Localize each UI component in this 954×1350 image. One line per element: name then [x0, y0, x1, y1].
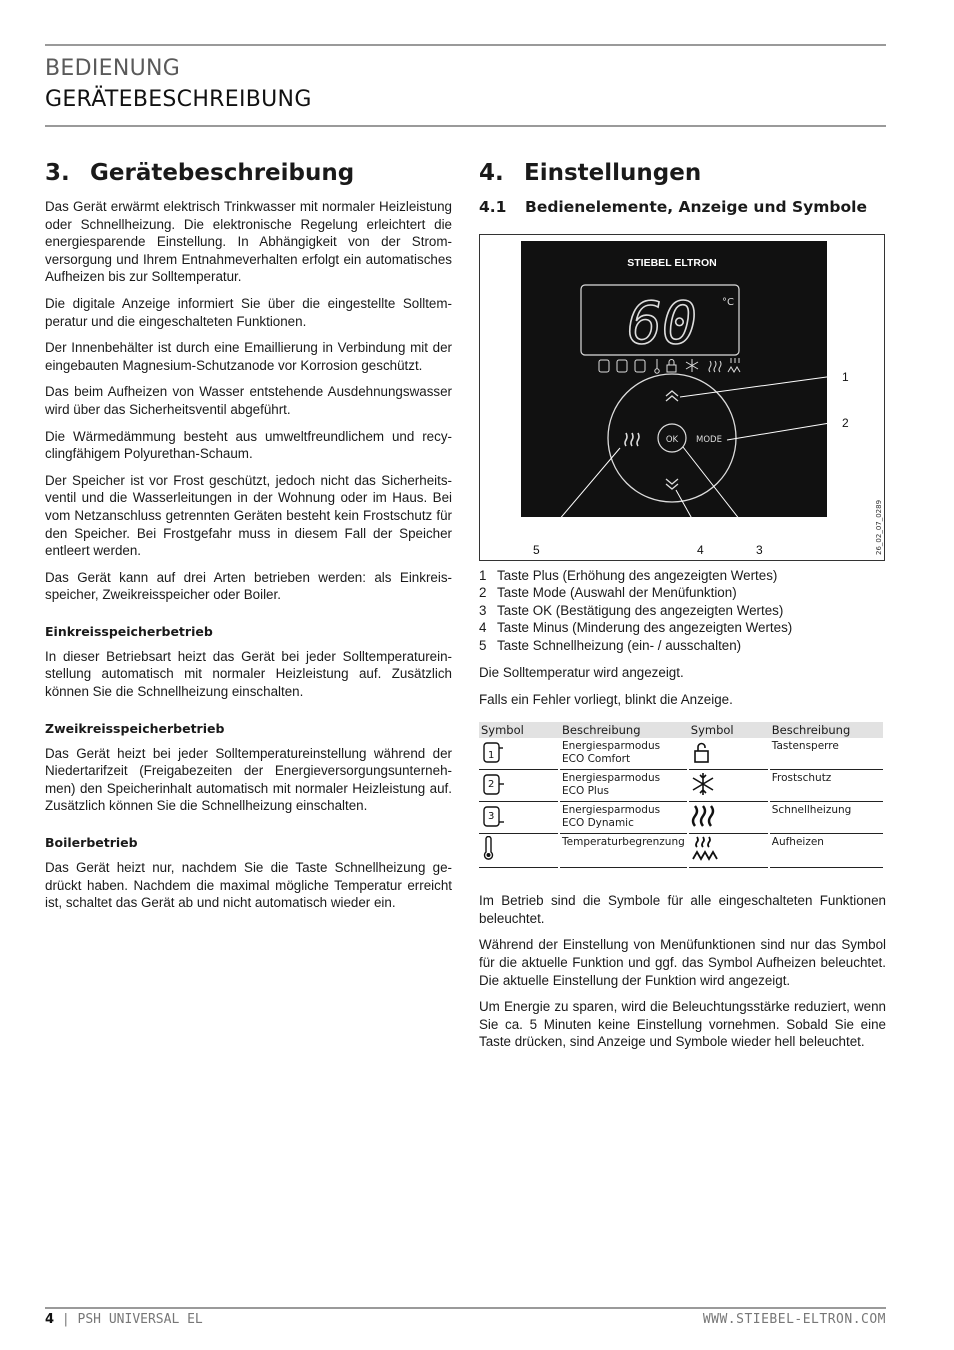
quick-heat-icon	[691, 804, 719, 828]
section-4-1-heading: 4.1 Bedienelemente, Anzeige und Symbole	[479, 198, 867, 216]
callout-5: 5	[533, 543, 540, 557]
footer-url[interactable]: WWW.STIEBEL-ELTRON.COM	[702, 1312, 886, 1327]
ok-label: OK	[665, 435, 679, 445]
svg-text:3: 3	[488, 811, 495, 823]
header-title: GERÄTEBESCHREIBUNG	[45, 87, 312, 112]
unit-label: °C	[722, 297, 734, 308]
subheading-boiler: Boilerbetrieb	[45, 835, 138, 851]
paragraph: Das Gerät heizt bei jeder Solltemperatureinstellung während der Niedertarifzeit (Freigabezeiten der Energieversorgungsunternehmen) den Speicherinhalt automatisch mit normaler Heizleistung auf. Zusätzlich können Sie die Schnellheizung einschalten.	[45, 745, 452, 814]
section-geraetebeschreibung	[45, 160, 452, 921]
lock-icon	[691, 740, 715, 764]
callout-1: 1	[842, 370, 849, 384]
paragraph: Der Speicher ist vor Frost geschützt, jedoch nicht das Sicherheitsventil und die Wasserleitungen in der Wohnung oder im Haus. Bei vom Netzanschluss getrennten Geräten besteht kein Frostschutz für den Speicher. Bei Frostgefahr muss in diesem Fall der Speicher entleert werden.	[45, 472, 452, 559]
callout-3: 3	[756, 543, 763, 557]
legend-item: 4 Taste Minus (Minderung des angezeigten Wertes)	[479, 620, 793, 636]
svg-text:1: 1	[488, 750, 495, 762]
eco-comfort-icon	[481, 740, 505, 764]
legend-item: 2 Taste Mode (Auswahl der Menüfunktion)	[479, 585, 737, 601]
subheading-einkreis: Einkreisspeicherbetrieb	[45, 623, 213, 639]
control-panel-illustration	[480, 235, 884, 560]
header-top-rule	[45, 44, 886, 46]
paragraph: Das Gerät heizt nur, nachdem Sie die Taste Schnellheizung gedrückt haben. Nachdem die maximal mögliche Temperatur erreicht ist, schaltet das Gerät ab und nicht automatisch wieder ein.	[45, 860, 452, 911]
paragraph: Die Wärmedämmung besteht aus umweltfreundlichem und recyclingfähigem Polyurethan-Schaum.	[45, 428, 452, 462]
eco-dynamic-icon	[481, 804, 505, 828]
header-section: BEDIENUNG	[45, 56, 181, 81]
paragraph: Um Energie zu sparen, wird die Beleuchtungsstärke reduziert, wenn Sie ca. 5 Minuten keine Einstellung vornehmen. Sobald Sie eine Taste drücken, sind Anzeige und Symbole wieder hell beleuchtet.	[479, 999, 886, 1050]
brand-logo: STIEBEL ELTRON	[627, 257, 717, 269]
section-einstellungen	[479, 160, 886, 1060]
mode-button-label[interactable]: MODE	[696, 435, 722, 445]
paragraph: Das Gerät erwärmt elektrisch Trinkwasser mit normaler Heizleistung oder Schnellheizung. Die elektronische Regelung erleichtert die energiesparende Einstellung. In Abhängigkeit von der Stromversorgung und Ihrem Entnahmeverhalten erfolgt ein automatisches Aufheizen bis zur Solltemperatur.	[45, 199, 452, 285]
panel-face	[521, 241, 827, 517]
figure-code: 26_02_07_0289	[875, 499, 883, 555]
control-panel-figure	[479, 234, 885, 561]
paragraph: Der Innenbehälter ist durch eine Emaillierung in Verbindung mit der eingebauten Magnesium-Schutzanode vor Korrosion geschützt.	[45, 340, 452, 373]
heating-icon	[691, 836, 719, 862]
header-bottom-rule	[45, 125, 886, 127]
svg-text:2: 2	[488, 779, 495, 791]
table-row: 2 Energiesparmodus ECO Plus Frostschutz	[479, 770, 883, 802]
temperature-display: 60	[627, 289, 697, 357]
section-3-heading: 3. Gerätebeschreibung	[45, 160, 355, 186]
paragraph: Während der Einstellung von Menüfunktionen sind nur das Symbol für die aktuelle Funktion und ggf. das Symbol Aufheizen beleuchtet. Die aktuelle Einstellung der Funktion wird angezeigt.	[479, 937, 886, 988]
table-row: Temperaturbegrenzung Aufheizen	[479, 834, 883, 868]
eco-plus-icon	[481, 772, 505, 796]
paragraph: Die Solltemperatur wird angezeigt.	[479, 665, 684, 681]
legend-item: 5 Taste Schnellheizung (ein- / ausschalten)	[479, 637, 742, 653]
footer-page-info: 4 | PSH UNIVERSAL EL	[45, 1312, 203, 1327]
symbol-table	[479, 722, 883, 868]
legend-item: 1 Taste Plus (Erhöhung des angezeigten Wertes)	[479, 568, 778, 583]
paragraph: In dieser Betriebsart heizt das Gerät bei jeder Solltemperatureinstellung automatisch mit normaler Heizleistung auf. Zusätzlich können Sie die Schnellheizung einschalten.	[45, 648, 452, 700]
table-row: 1 Energiesparmodus ECO Comfort Tastensperre	[479, 738, 883, 770]
product-name: PSH UNIVERSAL EL	[77, 1312, 203, 1327]
paragraph: Das Gerät kann auf drei Arten betrieben werden: als Einkreisspeicher, Zweikreisspeicher oder Boiler.	[45, 569, 452, 603]
subheading-zweikreis: Zweikreisspeicherbetrieb	[45, 720, 225, 736]
thermometer-icon	[481, 836, 505, 862]
callout-2: 2	[842, 416, 849, 430]
paragraph: Die digitale Anzeige informiert Sie über die eingestellte Solltemperatur und die eingeschalteten Funktionen.	[45, 295, 452, 329]
page-number: 4	[45, 1312, 55, 1327]
snowflake-icon	[691, 772, 717, 796]
callout-4: 4	[697, 543, 704, 557]
paragraph: Im Betrieb sind die Symbole für alle eingeschalteten Funktionen beleuchtet.	[479, 893, 886, 926]
legend-item: 3 Taste OK (Bestätigung des angezeigten Wertes)	[479, 602, 784, 618]
paragraph: Das beim Aufheizen von Wasser entstehende Ausdehnungswasser wird über das Sicherheitsventil abgeführt.	[45, 384, 452, 417]
footer-rule	[45, 1307, 886, 1309]
table-row: 3 Energiesparmodus ECO Dynamic Schnellheizung	[479, 802, 883, 834]
figure-legend	[479, 567, 886, 654]
section-4-heading: 4. Einstellungen	[479, 160, 702, 186]
table-header-row: Symbol Beschreibung Symbol Beschreibung	[479, 722, 883, 738]
paragraph: Falls ein Fehler vorliegt, blinkt die Anzeige.	[479, 691, 733, 707]
